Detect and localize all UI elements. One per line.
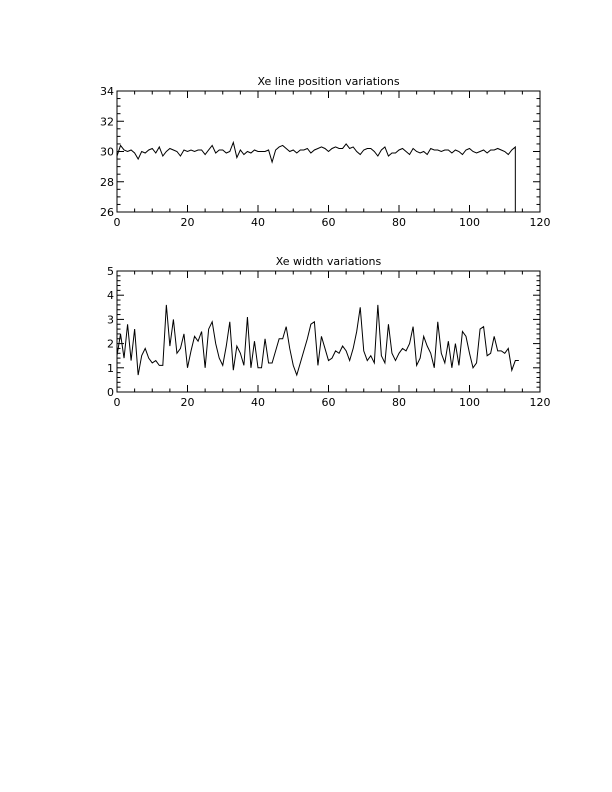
plot-frame	[117, 271, 540, 392]
chart-title: Xe line position variations	[257, 75, 400, 88]
x-tick-label: 20	[180, 216, 195, 229]
x-tick-label: 0	[113, 396, 121, 409]
x-tick-label: 40	[251, 216, 265, 229]
x-tick-label: 0	[113, 216, 121, 229]
y-tick-label: 3	[107, 313, 114, 327]
x-tick-label: 80	[392, 396, 406, 409]
x-tick-label: 40	[251, 396, 265, 409]
series-line	[117, 305, 519, 375]
y-tick-label: 32	[100, 115, 114, 129]
series-line	[117, 142, 515, 212]
x-tick-label: 100	[459, 396, 480, 409]
y-tick-label: 28	[100, 175, 114, 189]
chart-title: Xe width variations	[275, 255, 382, 268]
x-tick-label: 120	[529, 396, 551, 409]
x-tick-label: 60	[321, 216, 336, 229]
x-tick-label: 120	[529, 216, 551, 229]
x-tick-label: 80	[392, 216, 406, 229]
y-tick-label: 4	[107, 289, 114, 303]
chart-xe-line-position	[100, 75, 551, 229]
y-tick-label: 2	[107, 337, 114, 351]
y-tick-label: 30	[100, 145, 114, 159]
y-tick-label: 34	[100, 85, 114, 98]
chart-xe-width	[107, 255, 551, 409]
x-tick-label: 60	[321, 396, 336, 409]
y-tick-label: 0	[107, 386, 114, 399]
x-tick-label: 20	[180, 396, 195, 409]
y-tick-label: 26	[100, 206, 114, 219]
y-tick-label: 5	[107, 265, 114, 278]
y-tick-label: 1	[107, 361, 114, 375]
x-tick-label: 100	[459, 216, 480, 229]
